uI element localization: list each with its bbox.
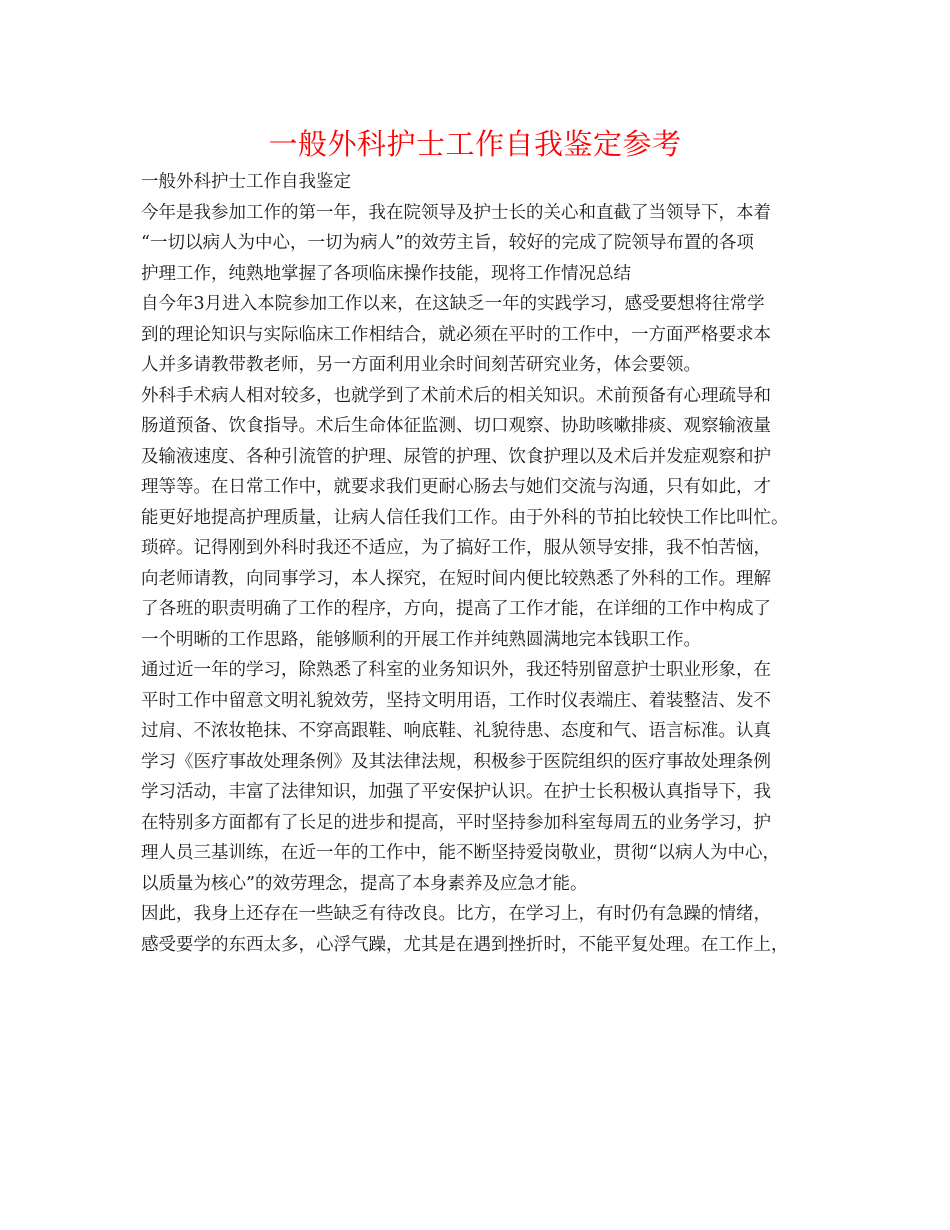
text-line: 了各班的职责明确了工作的程序，方向，提高了工作才能，在详细的工作中构成了 [141, 599, 771, 619]
text-line: 在特别多方面都有了长足的进步和提高，平时坚持参加科室每周五的业务学习，护 [141, 812, 771, 833]
text-line: 护理工作，纯熟地掌握了各项临床操作技能，现将工作情况总结 [141, 263, 631, 284]
text-line: “一切以病人为中心，一切为病人”的效劳主旨，较好的完成了院领导布置的各项 [141, 233, 754, 253]
text-line: 过肩、不浓妆艳抹、不穿高跟鞋、响底鞋、礼貌待患、态度和气、语言标准。认真 [141, 721, 771, 741]
text-line: 人并多请教带教老师，另一方面利用业余时间刻苦研究业务，体会要领。 [141, 355, 701, 375]
document-title: 一般外科护士工作自我鉴定参考 [268, 127, 682, 161]
text-line: 自今年3月进入本院参加工作以来，在这缺乏一年的实践学习，感受要想将往常学 [141, 294, 765, 314]
text-line: 平时工作中留意文明礼貌效劳，坚持文明用语，工作时仪表端庄、着装整洁、发不 [141, 690, 771, 711]
text-line: 向老师请教，向同事学习，本人探究，在短时间内便比较熟悉了外科的工作。理解 [141, 568, 771, 589]
text-line: 肠道预备、饮食指导。术后生命体征监测、切口观察、协助咳嗽排痰、观察输液量 [141, 416, 771, 436]
text-line: 学习《医疗事故处理条例》及其法律法规，积极参于医院组织的医疗事故处理条例 [141, 751, 771, 772]
text-line: 因此，我身上还存在一些缺乏有待改良。比方，在学习上，有时仍有急躁的情绪， [141, 904, 771, 924]
text-line: 到的理论知识与实际临床工作相结合，就必须在平时的工作中，一方面严格要求本 [141, 324, 771, 345]
text-line: 外科手术病人相对较多，也就学到了术前术后的相关知识。术前预备有心理疏导和 [141, 385, 771, 406]
text-line: 能更好地提高护理质量，让病人信任我们工作。由于外科的节拍比较快工作比叫忙。 [141, 507, 789, 528]
text-line: 理等等。在日常工作中，就要求我们更耐心肠去与她们交流与沟通，只有如此，才 [141, 477, 771, 497]
text-line: 一般外科护士工作自我鉴定 [141, 172, 351, 192]
text-line: 及输液速度、各种引流管的护理、尿管的护理、饮食护理以及术后并发症观察和护 [141, 446, 771, 467]
text-line: 琐碎。记得刚到外科时我还不适应，为了搞好工作，服从领导安排，我不怕苦恼， [141, 538, 771, 558]
text-line: 通过近一年的学习，除熟悉了科室的业务知识外，我还特别留意护士职业形象，在 [141, 660, 771, 680]
text-line: 学习活动，丰富了法律知识，加强了平安保护认识。在护士长积极认真指导下，我 [141, 782, 771, 802]
text-line: 以质量为核心”的效劳理念，提高了本身素养及应急才能。 [141, 873, 588, 894]
text-line: 理人员三基训练，在近一年的工作中，能不断坚持爱岗敬业，贯彻“以病人为中心， [141, 843, 780, 863]
text-line: 今年是我参加工作的第一年，我在院领导及护士长的关心和直截了当领导下，本着 [141, 202, 771, 223]
text-line: 感受要学的东西太多，心浮气躁，尤其是在遇到挫折时，不能平复处理。在工作上， [141, 934, 789, 955]
document-body [141, 167, 831, 960]
text-line: 一个明晰的工作思路，能够顺利的开展工作并纯熟圆满地完本钱职工作。 [141, 629, 701, 650]
